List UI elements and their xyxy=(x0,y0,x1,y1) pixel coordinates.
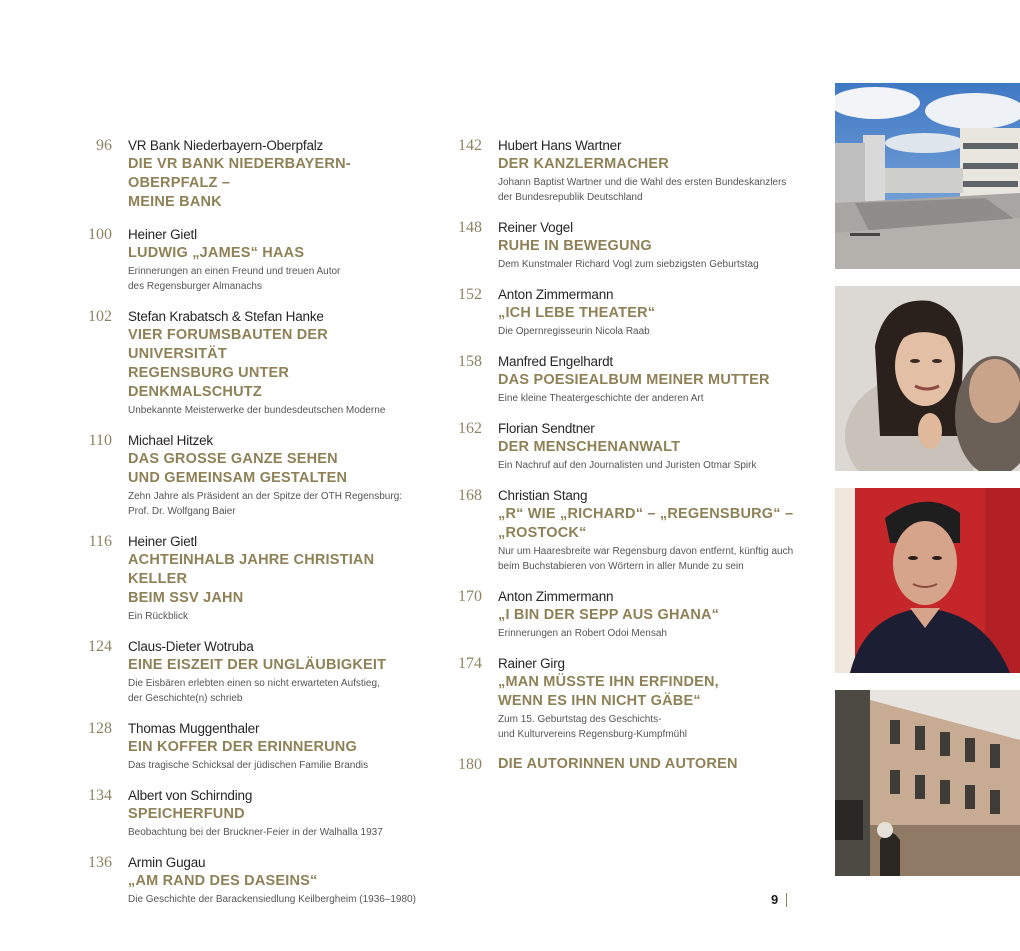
toc-entry[interactable] xyxy=(430,136,800,205)
toc-entry[interactable] xyxy=(60,431,420,519)
toc-title-line: MEINE BANK xyxy=(128,194,222,210)
toc-subtitle-line: Erinnerungen an einen Freund und treuen Autor xyxy=(128,266,341,277)
toc-title-line: „MAN MÜSSTE IHN ERFINDEN, xyxy=(498,674,719,690)
toc-author: Rainer Girg xyxy=(498,656,565,671)
toc-entry[interactable] xyxy=(60,719,420,773)
toc-title-line: „ROSTOCK“ xyxy=(498,525,587,541)
toc-entry[interactable] xyxy=(60,307,420,418)
toc-title-line: DIE AUTORINNEN UND AUTOREN xyxy=(498,756,738,772)
toc-subtitle-line: und Kulturvereins Regensburg-Kumpfmühl xyxy=(498,729,687,740)
toc-subtitle xyxy=(128,264,420,294)
toc-author: Manfred Engelhardt xyxy=(498,354,613,369)
toc-entry-body xyxy=(128,136,420,212)
toc-title-line: SPEICHERFUND xyxy=(128,806,245,822)
toc-entry-body xyxy=(128,786,420,840)
toc-subtitle-line: Die Eisbären erlebten einen so nicht erwarteten Aufstieg, xyxy=(128,678,380,689)
toc-entry-body xyxy=(498,755,800,775)
photo-woman-portrait xyxy=(835,286,1020,471)
toc-subtitle-line: der Geschichte(n) schrieb xyxy=(128,693,243,704)
toc-subtitle-line: Zehn Jahre als Präsident an der Spitze der OTH Regensburg: xyxy=(128,491,403,502)
toc-author: Hubert Hans Wartner xyxy=(498,138,622,153)
toc-page-number: 102 xyxy=(88,308,112,325)
toc-entry-body xyxy=(128,637,420,706)
toc-author: Christian Stang xyxy=(498,488,588,503)
toc-entry-body xyxy=(498,654,800,742)
toc-entry-body xyxy=(128,719,420,773)
toc-title-line: LUDWIG „JAMES“ HAAS xyxy=(128,245,305,261)
toc-page-number: 124 xyxy=(88,638,112,655)
toc-entry-body xyxy=(128,225,420,294)
toc-entry[interactable] xyxy=(60,637,420,706)
toc-subtitle xyxy=(498,544,800,574)
toc-subtitle-line: Die Geschichte der Barackensiedlung Keilbergheim (1936–1980) xyxy=(128,894,416,905)
toc-subtitle xyxy=(498,626,800,641)
toc-subtitle-line: des Regensburger Almanachs xyxy=(128,281,262,292)
photo-man-portrait xyxy=(835,488,1020,673)
toc-entry[interactable] xyxy=(430,654,800,742)
toc-page-number: 96 xyxy=(96,137,112,154)
toc-subtitle-line: Zum 15. Geburtstag des Geschichts- xyxy=(498,714,662,725)
toc-subtitle xyxy=(498,458,800,473)
photo-university-building xyxy=(835,83,1020,269)
toc-title-line: „ICH LEBE THEATER“ xyxy=(498,305,656,321)
toc-entry-body xyxy=(498,419,800,473)
toc-title-line: DER MENSCHENANWALT xyxy=(498,439,681,455)
toc-subtitle xyxy=(498,257,800,272)
toc-subtitle xyxy=(128,403,420,418)
toc-page-number: 180 xyxy=(458,756,482,773)
toc-subtitle xyxy=(128,489,420,519)
toc-entry[interactable] xyxy=(430,587,800,641)
toc-author: Albert von Schirnding xyxy=(128,788,253,803)
toc-page-number: 134 xyxy=(88,787,112,804)
toc-title-line: EIN KOFFER DER ERINNERUNG xyxy=(128,739,357,755)
toc-author: Florian Sendtner xyxy=(498,421,595,436)
toc-entry[interactable] xyxy=(60,853,420,907)
toc-entry[interactable] xyxy=(60,532,420,624)
toc-entry-body xyxy=(498,352,800,406)
toc-subtitle-line: der Bundesrepublik Deutschland xyxy=(498,192,643,203)
toc-entry-body xyxy=(128,307,420,418)
toc-title-line: „I BIN DER SEPP AUS GHANA“ xyxy=(498,607,720,623)
toc-page-number: 100 xyxy=(88,226,112,243)
toc-author: Armin Gugau xyxy=(128,855,206,870)
toc-entry-body xyxy=(498,218,800,272)
toc-entry[interactable] xyxy=(430,285,800,339)
toc-subtitle-line: Ein Rückblick xyxy=(128,611,189,622)
toc-title-line: RUHE IN BEWEGUNG xyxy=(498,238,652,254)
toc-author: Thomas Muggenthaler xyxy=(128,721,260,736)
toc-title-line: VIER FORUMSBAUTEN DER UNIVERSITÄT xyxy=(128,327,328,362)
page-number-divider xyxy=(786,893,787,907)
toc-subtitle xyxy=(498,712,800,742)
toc-entry[interactable] xyxy=(430,218,800,272)
toc-subtitle xyxy=(498,324,800,339)
toc-page-number: 116 xyxy=(88,533,112,550)
toc-subtitle-line: Prof. Dr. Wolfgang Baier xyxy=(128,506,236,517)
toc-subtitle-line: Das tragische Schicksal der jüdischen Familie Brandis xyxy=(128,760,369,771)
toc-subtitle-line: Johann Baptist Wartner und die Wahl des ersten Bundeskanzlers xyxy=(498,177,787,188)
toc-author: Michael Hitzek xyxy=(128,433,213,448)
toc-entry[interactable] xyxy=(60,225,420,294)
toc-page-number: 168 xyxy=(458,487,482,504)
toc-title-line: WENN ES IHN NICHT GÄBE“ xyxy=(498,693,701,709)
toc-subtitle-line: Eine kleine Theatergeschichte der anderen Art xyxy=(498,393,704,404)
toc-subtitle xyxy=(128,609,420,624)
toc-title-line: DAS GROSSE GANZE SEHEN xyxy=(128,451,338,467)
toc-page-number: 136 xyxy=(88,854,112,871)
toc-title-line: „R“ WIE „RICHARD“ – „REGENSBURG“ – xyxy=(498,506,794,522)
toc-entry-body xyxy=(128,431,420,519)
toc-entry-body xyxy=(498,136,800,205)
toc-subtitle-line: Ein Nachruf auf den Journalisten und Juristen Otmar Spirk xyxy=(498,460,757,471)
toc-entry[interactable] xyxy=(430,486,800,574)
toc-subtitle-line: Die Opernregisseurin Nicola Raab xyxy=(498,326,650,337)
toc-page-number: 174 xyxy=(458,655,482,672)
toc-subtitle-line: Nur um Haaresbreite war Regensburg davon entfernt, künftig auch xyxy=(498,546,794,557)
toc-entry-body xyxy=(128,532,420,624)
toc-title-line: EINE EISZEIT DER UNGLÄUBIGKEIT xyxy=(128,657,387,673)
toc-page-number: 148 xyxy=(458,219,482,236)
photo-historic-building xyxy=(835,690,1020,876)
toc-author: Reiner Vogel xyxy=(498,220,573,235)
toc-entry-body xyxy=(498,587,800,641)
toc-middle-column xyxy=(430,136,800,788)
toc-title-line: UND GEMEINSAM GESTALTEN xyxy=(128,470,348,486)
toc-title-line: DER KANZLERMACHER xyxy=(498,156,669,172)
toc-subtitle xyxy=(128,758,420,773)
toc-entry-body xyxy=(498,285,800,339)
toc-entry[interactable] xyxy=(430,419,800,473)
toc-page-number: 158 xyxy=(458,353,482,370)
toc-title-line: DIE VR BANK NIEDERBAYERN-OBERPFALZ – xyxy=(128,156,351,191)
toc-author: Claus-Dieter Wotruba xyxy=(128,639,254,654)
toc-author: Heiner Gietl xyxy=(128,534,197,549)
toc-page-number: 128 xyxy=(88,720,112,737)
toc-page-number: 152 xyxy=(458,286,482,303)
toc-page-number: 142 xyxy=(458,137,482,154)
toc-entry[interactable] xyxy=(430,755,800,775)
toc-page-number: 170 xyxy=(458,588,482,605)
toc-entry[interactable] xyxy=(60,136,420,212)
toc-left-column xyxy=(60,136,420,920)
toc-subtitle-line: beim Buchstabieren von Wörtern in aller Munde zu sein xyxy=(498,561,744,572)
toc-entry[interactable] xyxy=(430,352,800,406)
toc-title-line: DAS POESIEALBUM MEINER MUTTER xyxy=(498,372,770,388)
toc-entry-body xyxy=(128,853,420,907)
toc-author: Anton Zimmermann xyxy=(498,589,614,604)
toc-entry[interactable] xyxy=(60,786,420,840)
toc-title-line: „AM RAND DES DASEINS“ xyxy=(128,873,318,889)
toc-subtitle xyxy=(128,676,420,706)
toc-author: Anton Zimmermann xyxy=(498,287,614,302)
toc-subtitle xyxy=(128,892,420,907)
toc-subtitle-line: Dem Kunstmaler Richard Vogl zum siebzigsten Geburtstag xyxy=(498,259,759,270)
toc-author: Stefan Krabatsch & Stefan Hanke xyxy=(128,309,324,324)
toc-page-number: 110 xyxy=(88,432,112,449)
page-number: 9 xyxy=(771,892,779,907)
toc-subtitle xyxy=(128,825,420,840)
toc-title-line: BEIM SSV JAHN xyxy=(128,590,244,606)
toc-title-line: REGENSBURG UNTER DENKMALSCHUTZ xyxy=(128,365,290,400)
toc-subtitle xyxy=(498,391,800,406)
toc-subtitle-line: Unbekannte Meisterwerke der bundesdeutschen Moderne xyxy=(128,405,386,416)
toc-author: VR Bank Niederbayern-Oberpfalz xyxy=(128,138,324,153)
toc-entry-body xyxy=(498,486,800,574)
toc-author: Heiner Gietl xyxy=(128,227,197,242)
toc-subtitle-line: Beobachtung bei der Bruckner-Feier in der Walhalla 1937 xyxy=(128,827,383,838)
toc-page-number: 162 xyxy=(458,420,482,437)
toc-subtitle-line: Erinnerungen an Robert Odoi Mensah xyxy=(498,628,667,639)
toc-subtitle xyxy=(498,175,800,205)
toc-title-line: ACHTEINHALB JAHRE CHRISTIAN KELLER xyxy=(128,552,375,587)
